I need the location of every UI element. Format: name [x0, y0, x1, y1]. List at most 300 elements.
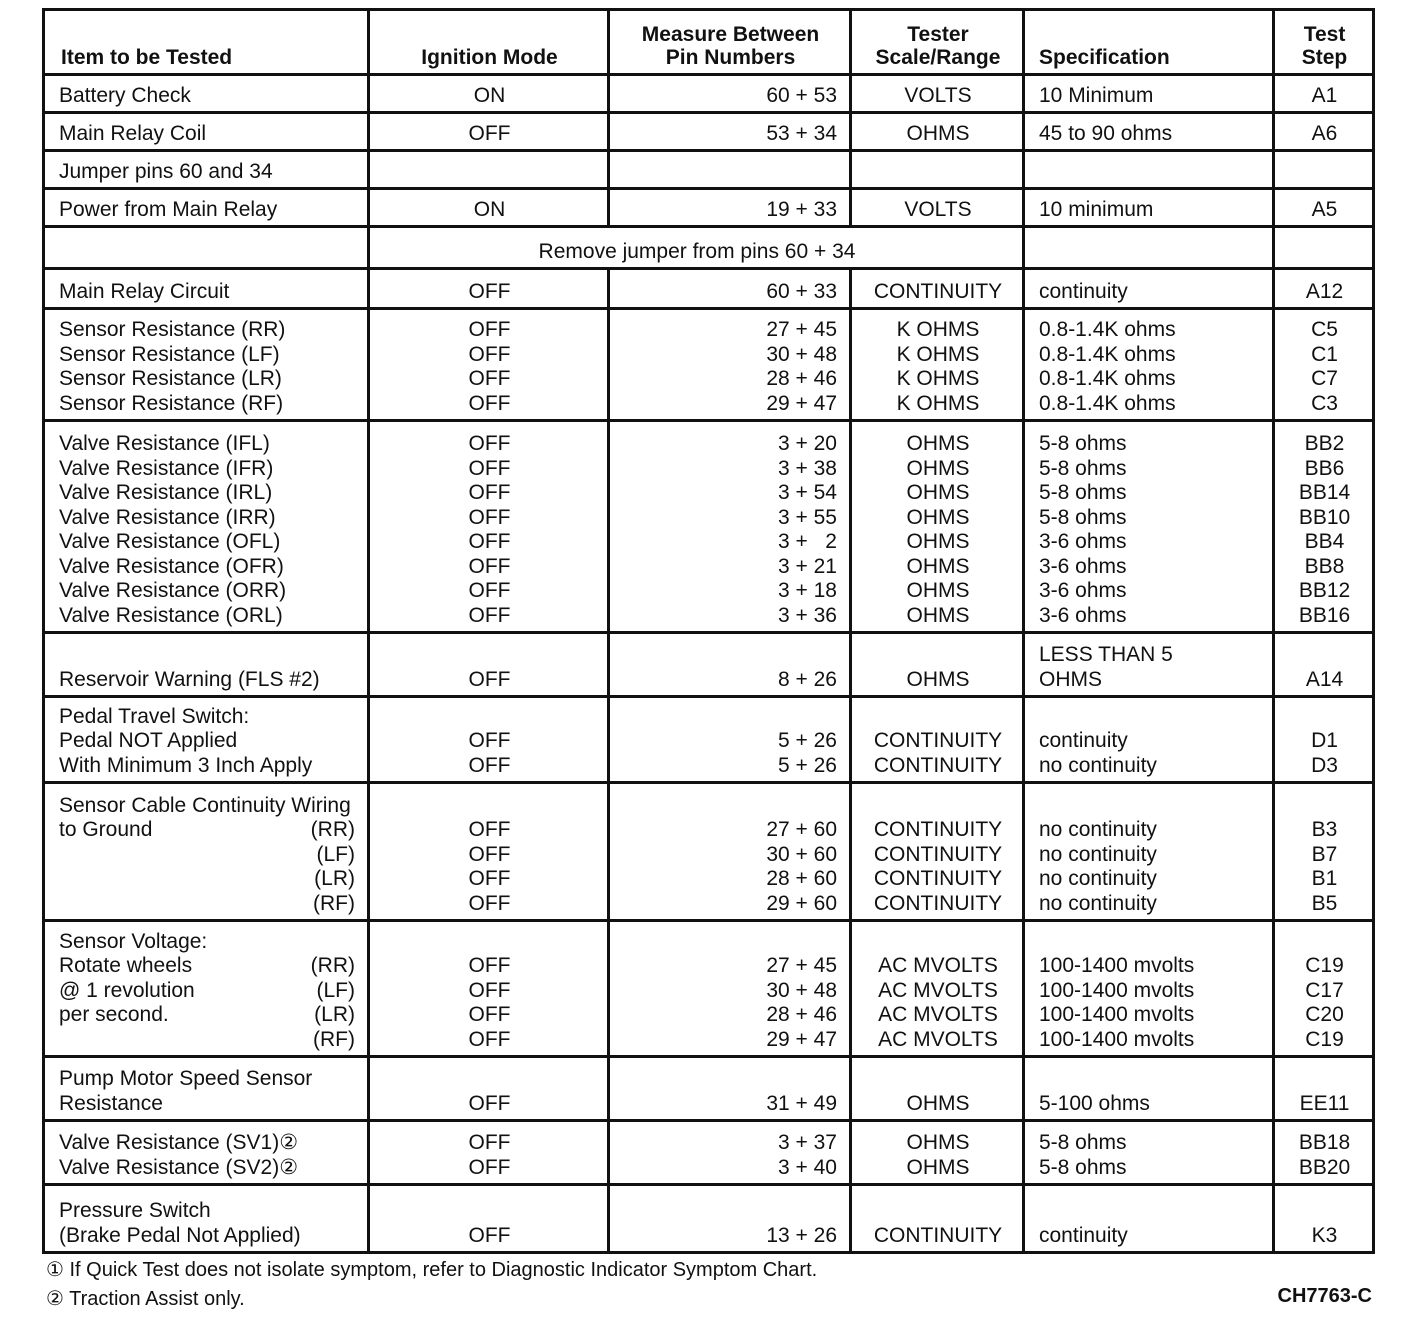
pin-numbers-value: 19 + 33 [766, 197, 837, 221]
pin-numbers-value: 27 + 45 [766, 954, 837, 977]
tester-scale-cell [851, 269, 1024, 309]
pin-numbers-value: 8 + 26 [778, 667, 837, 691]
tester-scale-value: VOLTS [904, 197, 972, 221]
item-text [59, 892, 65, 915]
pin-numbers-cell [609, 1121, 851, 1185]
ignition-mode-cell [369, 1121, 609, 1185]
table-row [44, 633, 1374, 697]
ignition-mode-cell [369, 697, 609, 783]
test-step-value: BB20 [1298, 1155, 1351, 1179]
tester-scale-value: OHMS [906, 603, 970, 627]
item-text: With Minimum 3 Inch Apply [59, 753, 313, 777]
specification-value: continuity [1039, 729, 1128, 752]
tester-scale-value: CONTINUITY [873, 1223, 1003, 1247]
specification-cell [1024, 309, 1274, 421]
pin-numbers-value: 3 + 37 [778, 1131, 837, 1154]
item-text: Pedal NOT Applied [59, 729, 238, 752]
ignition-mode-value: OFF [468, 367, 511, 390]
tester-scale-value: K OHMS [896, 367, 980, 390]
item-text: Sensor Cable Continuity Wiring [59, 793, 351, 817]
footnote-2: ② Traction Assist only. [46, 1288, 245, 1310]
item-text: Rotate wheels [59, 954, 193, 977]
tester-scale-value: CONTINUITY [873, 729, 1003, 752]
tester-scale-cell [851, 309, 1024, 421]
pin-numbers-value: 28 + 46 [766, 367, 837, 390]
specification-cell [1024, 1057, 1274, 1121]
item-text: Pressure Switch [59, 1199, 211, 1222]
test-step-value: A12 [1305, 279, 1344, 303]
specification-cell [1024, 151, 1274, 189]
ignition-mode-cell [369, 309, 609, 421]
item-text: (Brake Pedal Not Applied) [59, 1223, 301, 1247]
header-tester-scale: Tester Scale/Range [851, 10, 1024, 75]
ignition-mode-cell [369, 113, 609, 151]
specification-value: OHMS [1039, 667, 1102, 691]
ignition-mode-value: OFF [468, 530, 511, 553]
specification-value: 5-8 ohms [1039, 505, 1127, 529]
ignition-mode-value: OFF [468, 1223, 511, 1247]
pin-numbers-cell [609, 921, 851, 1057]
spec-cell [1024, 227, 1274, 269]
item-line [59, 198, 355, 223]
specification-cell [1024, 189, 1274, 227]
specification-value: 10 Minimum [1039, 83, 1154, 107]
specification-value: no continuity [1039, 818, 1157, 841]
test-step-cell [1274, 151, 1374, 189]
test-step-cell [1274, 75, 1374, 113]
specification-cell [1024, 1185, 1274, 1253]
item-line [59, 843, 355, 868]
tester-scale-cell [851, 421, 1024, 633]
specification-cell [1024, 921, 1274, 1057]
item-line [59, 705, 355, 730]
specification-value: 0.8-1.4K ohms [1039, 342, 1176, 366]
item-cell [44, 309, 369, 421]
pin-numbers-value: 30 + 48 [766, 978, 837, 1002]
table-row [44, 1185, 1374, 1253]
table-row [44, 189, 1374, 227]
pin-numbers-cell [609, 421, 851, 633]
specification-value: no continuity [1039, 842, 1157, 866]
test-step-value: C7 [1311, 367, 1338, 390]
tester-scale-cell [851, 697, 1024, 783]
pin-numbers-value: 60 + 53 [766, 83, 837, 107]
test-step-value: D1 [1311, 729, 1338, 752]
tester-scale-cell [851, 633, 1024, 697]
item-cell [44, 1057, 369, 1121]
ignition-mode-value: OFF [468, 342, 511, 366]
item-line [59, 754, 355, 779]
item-line [59, 530, 355, 555]
wheel-position-tag: (RF) [313, 891, 355, 915]
item-line [59, 867, 355, 892]
item-cell [44, 189, 369, 227]
specification-cell [1024, 1121, 1274, 1185]
test-step-value: BB4 [1304, 530, 1345, 553]
tester-scale-value: OHMS [906, 432, 970, 455]
tester-scale-value: OHMS [906, 1131, 970, 1154]
pin-numbers-value: 28 + 46 [766, 1003, 837, 1026]
item-cell [44, 421, 369, 633]
tester-scale-value: AC MVOLTS [878, 1003, 998, 1026]
item-cell [44, 921, 369, 1057]
item-text: @ 1 revolution [59, 978, 195, 1002]
tester-scale-value: OHMS [906, 121, 970, 145]
pin-numbers-value: 29 + 47 [766, 391, 837, 415]
pin-numbers-value: 28 + 60 [766, 867, 837, 890]
tester-scale-value: OHMS [906, 554, 970, 578]
pin-numbers-cell [609, 633, 851, 697]
item-text: Valve Resistance (IRR) [59, 505, 276, 529]
wheel-position-tag: (LF) [316, 978, 355, 1002]
test-step-cell [1274, 1057, 1374, 1121]
ignition-mode-value: OFF [468, 121, 511, 145]
ignition-mode-cell [369, 151, 609, 189]
item-cell [44, 269, 369, 309]
pin-numbers-value: 5 + 26 [778, 729, 837, 752]
pin-numbers-value: 31 + 49 [766, 1091, 837, 1115]
test-step-cell [1274, 189, 1374, 227]
pin-numbers-cell [609, 189, 851, 227]
header-item: Item to be Tested [44, 10, 369, 75]
table-row [44, 697, 1374, 783]
item-line [59, 392, 355, 417]
ignition-mode-value: OFF [468, 753, 511, 777]
test-step-cell [1274, 697, 1374, 783]
pin-numbers-cell [609, 75, 851, 113]
item-line [59, 160, 355, 185]
header-ignition-mode: Ignition Mode [369, 10, 609, 75]
test-step-cell [1274, 269, 1374, 309]
specification-value: 3-6 ohms [1039, 530, 1127, 553]
specification-value: 100-1400 mvolts [1039, 978, 1195, 1002]
test-step-value: BB14 [1298, 481, 1351, 504]
item-cell [44, 113, 369, 151]
figure-code: CH7763-C [1277, 1285, 1372, 1307]
item-text [59, 1028, 65, 1051]
test-step-value: C19 [1305, 954, 1344, 977]
pin-numbers-cell [609, 1057, 851, 1121]
tester-scale-cell [851, 921, 1024, 1057]
header-test-step: Test Step [1274, 10, 1374, 75]
item-line [59, 979, 355, 1004]
item-text: Valve Resistance (ORL) [59, 603, 283, 627]
pin-numbers-value: 60 + 33 [766, 279, 837, 303]
wheel-position-tag: (LR) [314, 867, 355, 890]
specification-cell [1024, 269, 1274, 309]
item-line [59, 668, 355, 693]
ignition-mode-cell [369, 421, 609, 633]
tester-scale-value: CONTINUITY [873, 753, 1003, 777]
tester-scale-value: OHMS [906, 505, 970, 529]
item-text: per second. [59, 1003, 169, 1026]
pin-numbers-value: 53 + 34 [766, 121, 837, 145]
item-text: Valve Resistance (SV1)② [59, 1131, 299, 1154]
specification-value: 5-100 ohms [1039, 1091, 1150, 1115]
test-step-value: BB6 [1304, 456, 1345, 480]
item-line [59, 818, 355, 843]
item-line [59, 457, 355, 482]
ignition-mode-value: ON [473, 197, 506, 221]
item-line [59, 1131, 355, 1156]
item-line [59, 1067, 355, 1092]
test-step-value: BB10 [1298, 505, 1351, 529]
item-text: Valve Resistance (IFL) [59, 432, 270, 455]
item-text: Valve Resistance (IRL) [59, 481, 273, 504]
ignition-mode-value: OFF [468, 1155, 511, 1179]
specification-value: no continuity [1039, 891, 1157, 915]
tester-scale-value: K OHMS [896, 342, 980, 366]
item-line [59, 506, 355, 531]
ignition-mode-value: OFF [468, 603, 511, 627]
pin-numbers-value: 3 + 54 [778, 481, 837, 504]
tester-scale-value: K OHMS [896, 391, 980, 415]
pin-numbers-value: 27 + 60 [766, 818, 837, 841]
tester-scale-value: AC MVOLTS [878, 978, 998, 1002]
pin-numbers-value: 30 + 48 [766, 342, 837, 366]
item-line [59, 579, 355, 604]
tester-scale-cell [851, 189, 1024, 227]
pin-numbers-value: 29 + 47 [766, 1027, 837, 1051]
item-text: Main Relay Coil [59, 121, 207, 145]
specification-value: 3-6 ohms [1039, 603, 1127, 627]
test-step-value: B3 [1311, 818, 1338, 841]
specification-cell [1024, 113, 1274, 151]
test-step-value: C5 [1311, 318, 1338, 341]
test-step-value: BB2 [1304, 432, 1345, 455]
tester-scale-cell [851, 1185, 1024, 1253]
item-cell [44, 151, 369, 189]
ignition-mode-value: OFF [468, 554, 511, 578]
pin-numbers-value: 3 + 20 [778, 432, 837, 455]
item-text: Battery Check [59, 83, 191, 107]
item-text [59, 843, 65, 866]
tester-scale-value: OHMS [906, 1155, 970, 1179]
item-cell [44, 633, 369, 697]
specification-value: 3-6 ohms [1039, 554, 1127, 578]
pin-numbers-value: 3 + 18 [778, 579, 837, 602]
test-step-value: D3 [1311, 753, 1338, 777]
specification-value: continuity [1039, 1223, 1128, 1247]
pin-numbers-cell [609, 309, 851, 421]
specification-value: 0.8-1.4K ohms [1039, 318, 1176, 341]
item-line [59, 1199, 355, 1224]
test-step-value: K3 [1311, 1223, 1338, 1247]
item-text: Reservoir Warning (FLS #2) [59, 667, 320, 691]
item-line [59, 1003, 355, 1028]
item-line [59, 930, 355, 955]
test-step-cell [1274, 1121, 1374, 1185]
item-line [59, 1092, 355, 1117]
test-step-cell [1274, 421, 1374, 633]
item-text: Valve Resistance (OFR) [59, 554, 284, 578]
test-step-value: EE11 [1299, 1091, 1350, 1115]
item-line [59, 343, 355, 368]
item-cell [44, 75, 369, 113]
item-line [59, 1156, 355, 1181]
wheel-position-tag: (LR) [314, 1003, 355, 1026]
test-step-value: C17 [1305, 978, 1344, 1002]
tester-scale-cell [851, 113, 1024, 151]
specification-value: 5-8 ohms [1039, 432, 1127, 455]
tester-scale-value: VOLTS [904, 83, 972, 107]
item-text: Sensor Resistance (LR) [59, 367, 282, 390]
specification-cell [1024, 75, 1274, 113]
wheel-position-tag: (RR) [310, 954, 355, 977]
test-step-cell [1274, 309, 1374, 421]
pin-numbers-value: 3 + 55 [778, 505, 837, 529]
table-row [44, 921, 1374, 1057]
tester-scale-value: OHMS [906, 481, 970, 504]
ignition-mode-cell [369, 269, 609, 309]
specification-value: 0.8-1.4K ohms [1039, 367, 1176, 390]
ignition-mode-cell [369, 1185, 609, 1253]
tester-scale-value: OHMS [906, 456, 970, 480]
test-step-value: B7 [1311, 842, 1338, 866]
pin-numbers-value: 3 + 38 [778, 456, 837, 480]
tester-scale-value: CONTINUITY [873, 818, 1003, 841]
test-step-value: C1 [1311, 342, 1338, 366]
test-step-value: C19 [1305, 1027, 1344, 1051]
specification-value: 100-1400 mvolts [1039, 1003, 1195, 1026]
ignition-mode-value: OFF [468, 279, 511, 303]
pin-numbers-value: 30 + 60 [766, 842, 837, 866]
item-line [59, 892, 355, 917]
ignition-mode-value: OFF [468, 391, 511, 415]
tester-scale-cell [851, 783, 1024, 921]
tester-scale-value: AC MVOLTS [878, 954, 998, 977]
test-step-value: B1 [1311, 867, 1338, 890]
test-step-value: A1 [1311, 83, 1338, 107]
specification-value: 3-6 ohms [1039, 579, 1127, 602]
table-row [44, 309, 1374, 421]
item-line [59, 481, 355, 506]
test-step-value: BB8 [1304, 554, 1345, 578]
pin-numbers-value: 3 + 36 [778, 603, 837, 627]
specification-value: 100-1400 mvolts [1039, 954, 1195, 977]
tester-scale-value: OHMS [906, 530, 970, 553]
pin-numbers-cell [609, 697, 851, 783]
specification-cell [1024, 783, 1274, 921]
specification-cell [1024, 633, 1274, 697]
tester-scale-value: AC MVOLTS [878, 1027, 998, 1051]
item-line [59, 1224, 355, 1249]
item-text: Sensor Resistance (RR) [59, 318, 286, 341]
pin-numbers-cell [609, 151, 851, 189]
ignition-mode-cell [369, 1057, 609, 1121]
table-row [44, 227, 1374, 269]
pin-numbers-value: 3 + 21 [778, 554, 837, 578]
item-text: Jumper pins 60 and 34 [59, 159, 273, 183]
specification-cell [1024, 697, 1274, 783]
item-text: Valve Resistance (ORR) [59, 579, 287, 602]
ignition-mode-value: ON [473, 83, 506, 107]
specification-value: no continuity [1039, 753, 1157, 777]
item-text: Main Relay Circuit [59, 279, 230, 303]
table-row [44, 1121, 1374, 1185]
ignition-mode-value: OFF [468, 978, 511, 1002]
item-line [59, 555, 355, 580]
table-row [44, 269, 1374, 309]
ignition-mode-value: OFF [468, 729, 511, 752]
ignition-mode-value: OFF [468, 818, 511, 841]
ignition-mode-value: OFF [468, 579, 511, 602]
item-text: Sensor Resistance (LF) [59, 342, 280, 366]
ignition-mode-value: OFF [468, 954, 511, 977]
test-step-value: C3 [1311, 391, 1338, 415]
pin-numbers-cell [609, 1185, 851, 1253]
test-step-cell [1274, 921, 1374, 1057]
item-text: Valve Resistance (IFR) [59, 456, 274, 480]
pin-numbers-cell [609, 269, 851, 309]
table-row [44, 783, 1374, 921]
item-text: Pedal Travel Switch: [59, 704, 250, 728]
item-cell [44, 1185, 369, 1253]
header-measure-between: Measure Between Pin Numbers [609, 10, 851, 75]
empty-cell [44, 227, 369, 269]
tester-scale-value: OHMS [906, 667, 970, 691]
ignition-mode-cell [369, 75, 609, 113]
specification-value: 5-8 ohms [1039, 481, 1127, 504]
pin-numbers-value: 13 + 26 [766, 1223, 837, 1247]
pin-numbers-value: 27 + 45 [766, 318, 837, 341]
ignition-mode-value: OFF [468, 505, 511, 529]
item-line [59, 122, 355, 147]
ignition-mode-value: OFF [468, 842, 511, 866]
ignition-mode-value: OFF [468, 1091, 511, 1115]
ignition-mode-value: OFF [468, 1131, 511, 1154]
footnotes [46, 1256, 817, 1314]
item-text: Valve Resistance (SV2)② [59, 1155, 299, 1179]
test-step-cell [1274, 633, 1374, 697]
pin-numbers-value: 5 + 26 [778, 753, 837, 777]
test-step-value: B5 [1311, 891, 1338, 915]
instruction-note [369, 227, 1024, 269]
specification-value: 45 to 90 ohms [1039, 121, 1173, 145]
test-step-value: BB18 [1298, 1131, 1351, 1154]
test-step-cell [1274, 1185, 1374, 1253]
wheel-position-tag: (LF) [316, 842, 355, 866]
item-text: Sensor Voltage: [59, 929, 208, 953]
item-text: Power from Main Relay [59, 197, 278, 221]
item-line [59, 432, 355, 457]
wheel-position-tag: (RR) [310, 818, 355, 841]
table-row [44, 151, 1374, 189]
item-text: Sensor Resistance (RF) [59, 391, 284, 415]
ignition-mode-value: OFF [468, 318, 511, 341]
specification-value: no continuity [1039, 867, 1157, 890]
item-line [59, 954, 355, 979]
test-step-value: BB16 [1298, 603, 1351, 627]
footnote-1: ① If Quick Test does not isolate symptom, refer to Diagnostic Indicator Symptom Chart. [46, 1259, 818, 1281]
item-line [59, 280, 355, 305]
test-step-value: A5 [1311, 197, 1338, 221]
item-cell [44, 783, 369, 921]
header-specification: Specification [1024, 10, 1274, 75]
tester-scale-cell [851, 75, 1024, 113]
tester-scale-cell [851, 1121, 1024, 1185]
tester-scale-cell [851, 151, 1024, 189]
specification-value: LESS THAN 5 [1039, 643, 1173, 666]
item-text: Pump Motor Speed Sensor [59, 1067, 313, 1090]
wheel-position-tag: (RF) [313, 1027, 355, 1051]
pin-numbers-value: 3 + 2 [778, 530, 837, 553]
ignition-mode-value: OFF [468, 667, 511, 691]
header-row [44, 10, 1374, 75]
ignition-mode-value: OFF [468, 432, 511, 455]
tester-scale-value: CONTINUITY [873, 279, 1003, 303]
item-line [59, 604, 355, 629]
